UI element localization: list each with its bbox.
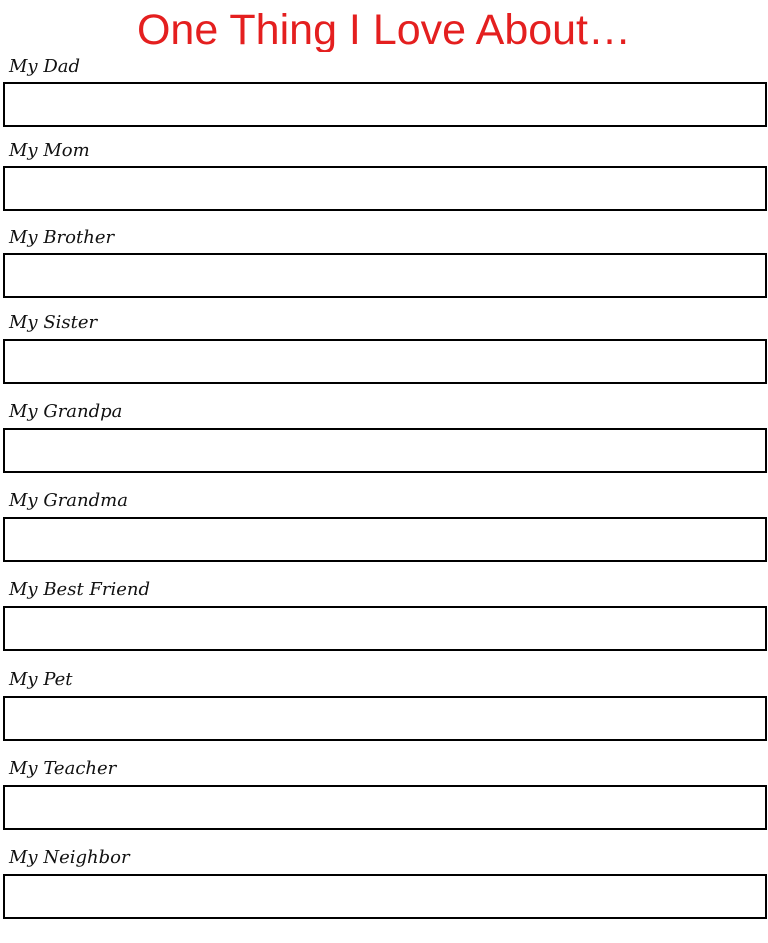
- answer-box-dad[interactable]: [3, 82, 767, 127]
- answer-box-pet[interactable]: [3, 696, 767, 741]
- row-label: My Grandpa: [9, 401, 123, 422]
- page-title: One Thing I Love About…: [136, 6, 632, 52]
- row-label: My Neighbor: [9, 847, 130, 868]
- answer-box-brother[interactable]: [3, 253, 767, 298]
- answer-box-sister[interactable]: [3, 339, 767, 384]
- row-label: My Sister: [9, 312, 98, 333]
- row-label: My Mom: [9, 140, 90, 161]
- answer-box-best-friend[interactable]: [3, 606, 767, 651]
- row-label: My Pet: [9, 669, 73, 690]
- answer-box-mom[interactable]: [3, 166, 767, 211]
- answer-box-neighbor[interactable]: [3, 874, 767, 919]
- answer-box-grandpa[interactable]: [3, 428, 767, 473]
- row-label: My Teacher: [9, 758, 117, 779]
- row-label: My Brother: [9, 227, 115, 248]
- answer-box-grandma[interactable]: [3, 517, 767, 562]
- answer-box-teacher[interactable]: [3, 785, 767, 830]
- row-label: My Grandma: [9, 490, 128, 511]
- row-label: My Best Friend: [9, 579, 151, 600]
- row-label: My Dad: [9, 56, 81, 77]
